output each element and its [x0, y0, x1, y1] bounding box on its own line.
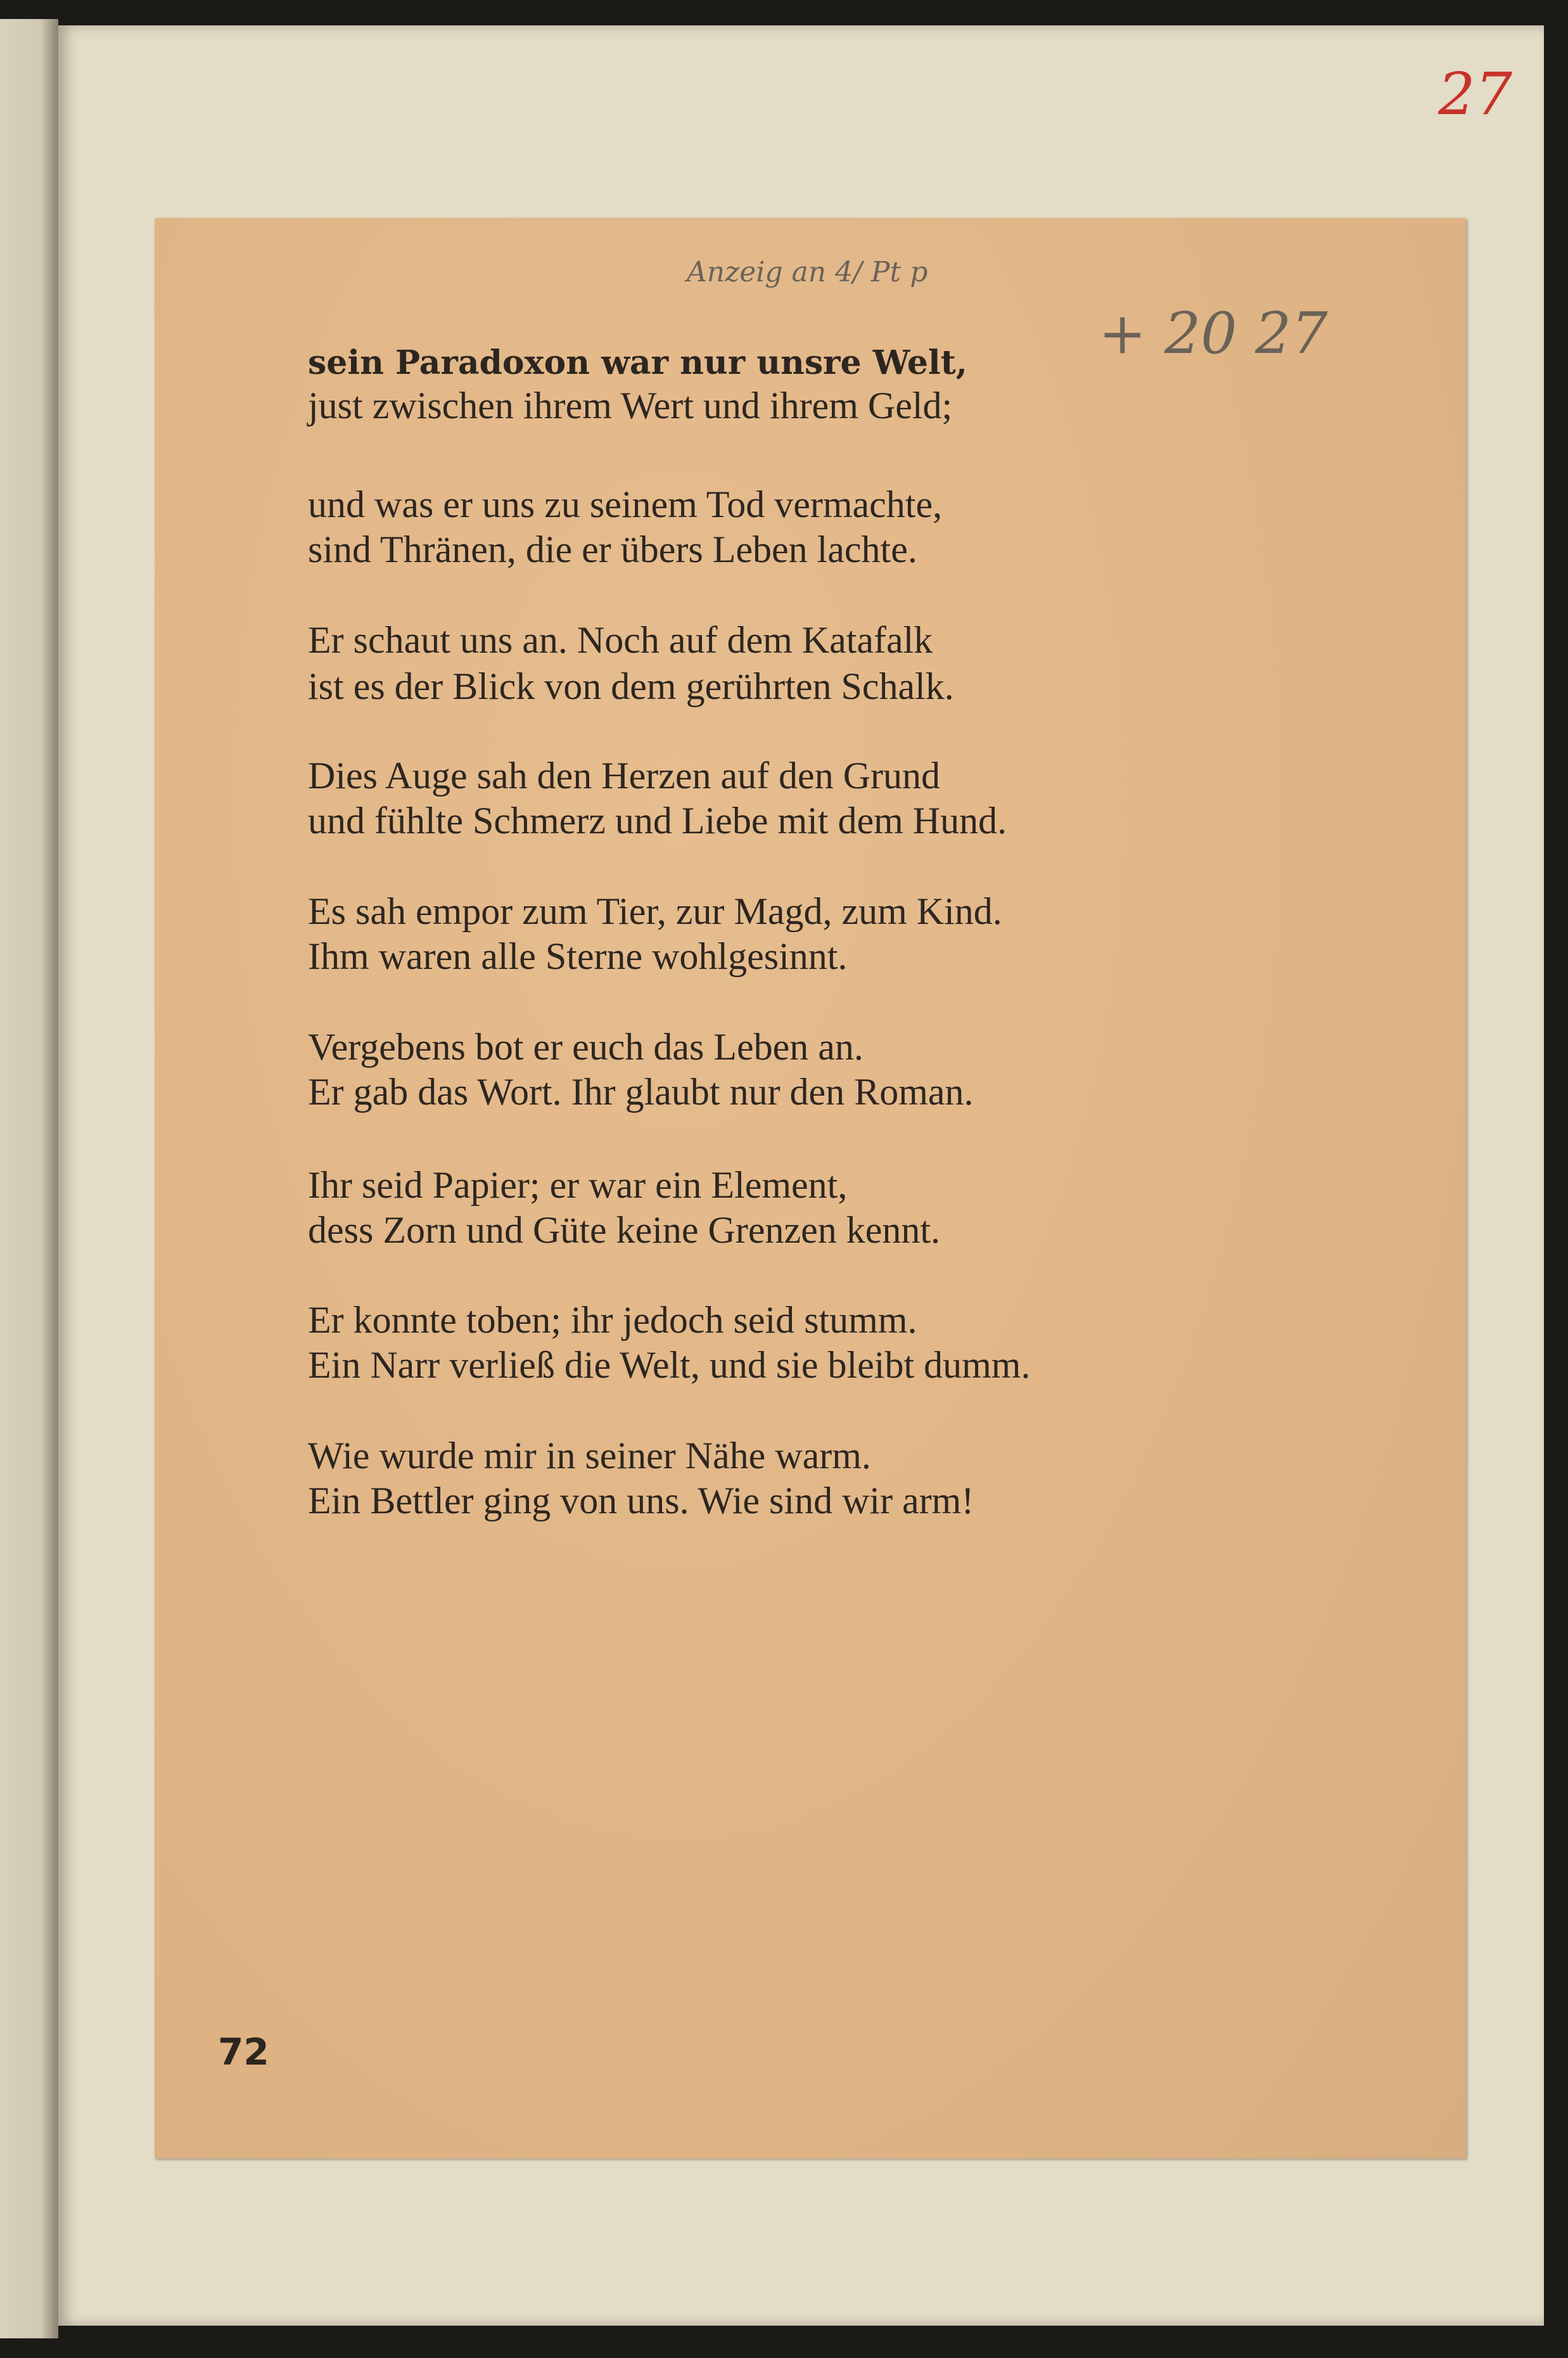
folio-number: 27: [1438, 60, 1513, 128]
poem-line: Er schaut uns an. Noch auf dem Katafalk: [308, 619, 933, 661]
left-page-edge: [0, 19, 58, 2338]
poem-line: Wie wurde mir in seiner Nähe warm.: [308, 1435, 871, 1477]
poem-line: Ein Bettler ging von uns. Wie sind wir arm!: [308, 1480, 974, 1522]
poem-line: und fühlte Schmerz und Liebe mit dem Hund.: [308, 800, 1007, 842]
poem-line: Ihr seid Papier; er war ein Element,: [308, 1164, 848, 1206]
poem-line: sein Paradoxon war nur unsre Welt,: [308, 343, 967, 382]
poem-line: sind Thränen, die er übers Leben lachte.: [308, 529, 917, 570]
poem-line: Ein Narr verließ die Welt, und sie bleibt dumm.: [308, 1344, 1031, 1386]
poem-line: Ihm waren alle Sterne wohlgesinnt.: [308, 935, 848, 977]
pencil-note-right: + 20 27: [1099, 300, 1328, 367]
poem-line: just zwischen ihrem Wert und ihrem Geld;: [308, 385, 953, 426]
poem-line: und was er uns zu seinem Tod vermachte,: [308, 484, 943, 525]
poem-line: Er gab das Wort. Ihr glaubt nur den Roman.: [308, 1071, 974, 1113]
poem-line: Es sah empor zum Tier, zur Magd, zum Kind.: [308, 890, 1002, 932]
pencil-note-top: Anzeig an 4/ Pt p: [687, 256, 928, 288]
printed-page-number: 72: [218, 2030, 269, 2073]
poem-line: dess Zorn und Güte keine Grenzen kennt.: [308, 1209, 941, 1251]
poem-line: Er konnte toben; ihr jedoch seid stumm.: [308, 1299, 917, 1341]
poem-line: ist es der Blick von dem gerührten Schalk.: [308, 665, 954, 707]
pasted-clipping: [155, 218, 1466, 2158]
poem-line: Dies Auge sah den Herzen auf den Grund: [308, 755, 940, 797]
poem-line: Vergebens bot er euch das Leben an.: [308, 1026, 864, 1068]
